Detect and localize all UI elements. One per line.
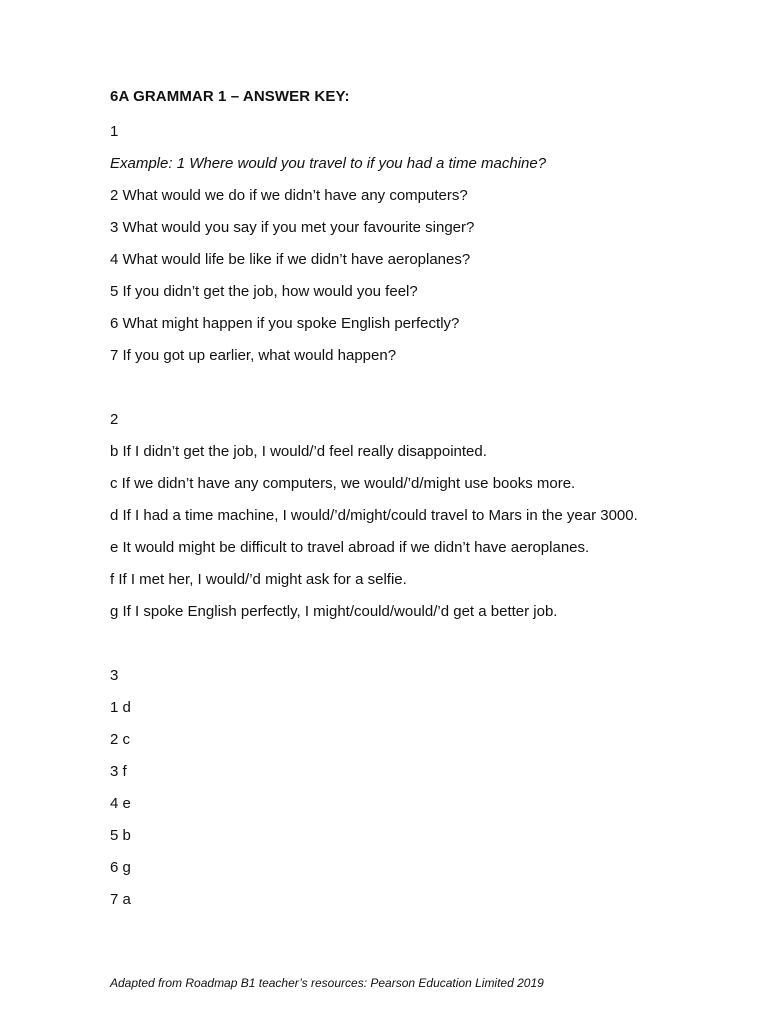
- section-number: 2: [110, 411, 119, 428]
- answer-line: 6 What might happen if you spoke English perfectly?: [110, 315, 460, 332]
- section-number: 3: [110, 667, 119, 684]
- answer-line: e It would might be difficult to travel abroad if we didn’t have aeroplanes.: [110, 539, 590, 556]
- answer-line: 3 f: [110, 763, 127, 780]
- answer-line: g If I spoke English perfectly, I might/could/would/’d get a better job.: [110, 603, 558, 620]
- page-title: 6A GRAMMAR 1 – ANSWER KEY:: [110, 88, 350, 105]
- section-number: 1: [110, 123, 119, 140]
- answer-line: 4 What would life be like if we didn’t have aeroplanes?: [110, 251, 471, 268]
- answer-line: b If I didn’t get the job, I would/’d feel really disappointed.: [110, 443, 487, 460]
- example-line: Example: 1 Where would you travel to if you had a time machine?: [110, 155, 547, 172]
- section-2: [110, 404, 670, 628]
- section-1: [110, 116, 670, 372]
- answer-line: 2 What would we do if we didn’t have any computers?: [110, 187, 468, 204]
- answer-line: 7 a: [110, 891, 131, 908]
- footer-credit: Adapted from Roadmap B1 teacher’s resources: Pearson Education Limited 2019: [110, 976, 544, 990]
- answer-line: f If I met her, I would/’d might ask for a selfie.: [110, 571, 407, 588]
- section-gap: [110, 628, 670, 660]
- answer-line: 3 What would you say if you met your favourite singer?: [110, 219, 475, 236]
- answer-line: 6 g: [110, 859, 131, 876]
- section-3: [110, 660, 670, 916]
- answer-line: c If we didn’t have any computers, we would/’d/might use books more.: [110, 475, 576, 492]
- answer-line: 1 d: [110, 699, 131, 716]
- answer-line: 7 If you got up earlier, what would happen?: [110, 347, 397, 364]
- answer-line: 5 b: [110, 827, 131, 844]
- answer-line: 2 c: [110, 731, 131, 748]
- answer-line: 4 e: [110, 795, 131, 812]
- answer-line: d If I had a time machine, I would/’d/might/could travel to Mars in the year 3000.: [110, 507, 638, 524]
- section-gap: [110, 372, 670, 404]
- answer-key-page: [110, 85, 670, 916]
- answer-line: 5 If you didn’t get the job, how would you feel?: [110, 283, 418, 300]
